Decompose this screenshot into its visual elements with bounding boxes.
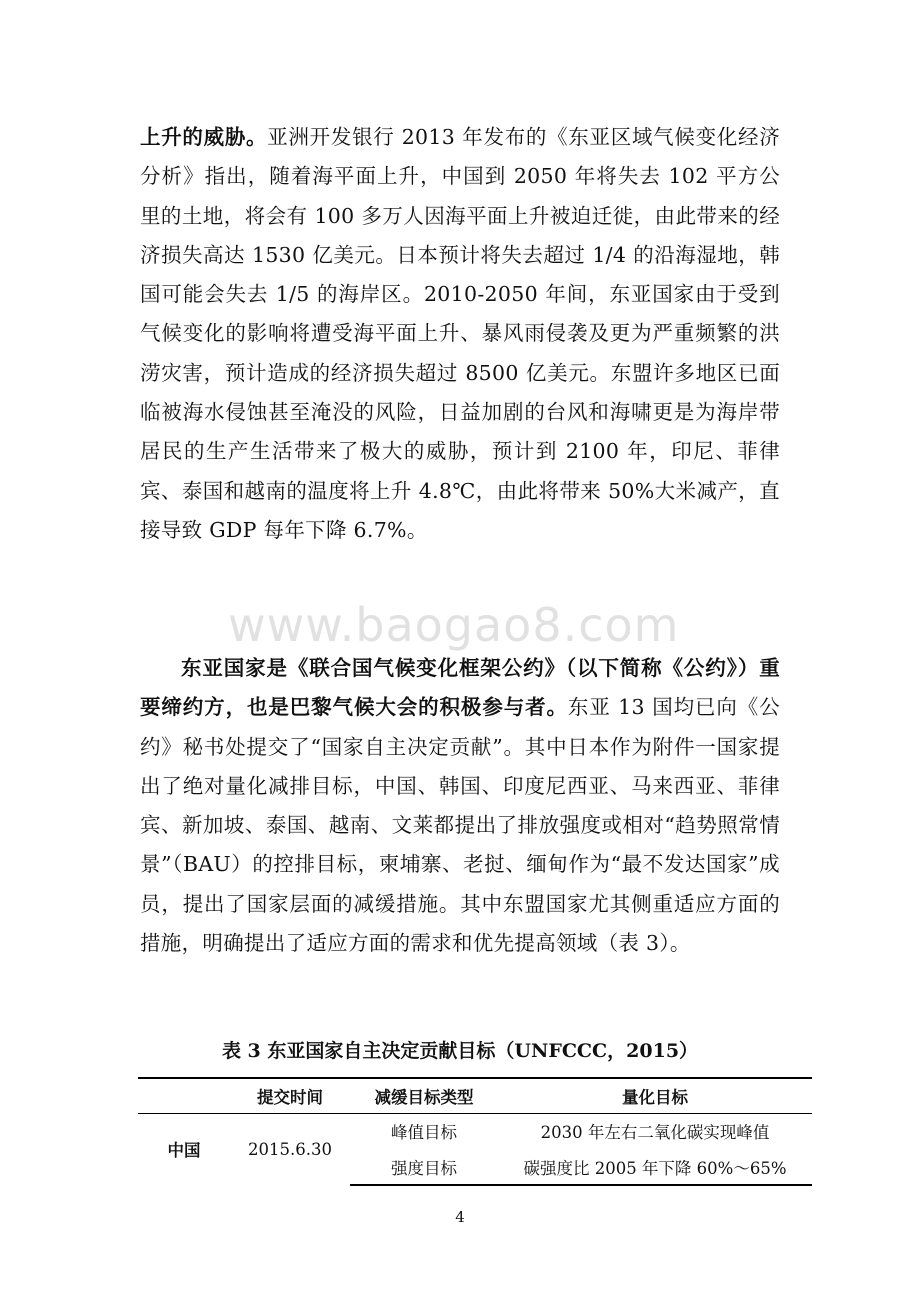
cell-target: 碳强度比 2005 年下降 60%～65%: [498, 1149, 812, 1185]
page-number: 4: [455, 1208, 465, 1226]
watermark: www.baogao8.com: [228, 598, 680, 652]
cell-country: 中国: [167, 1141, 201, 1161]
cell-target: 2030 年左右二氧化碳实现峰值: [540, 1123, 770, 1143]
table-caption: 表 3 东亚国家自主决定贡献目标（UNFCCC，2015）: [221, 1040, 699, 1062]
paragraph-unfccc-parties: [140, 649, 780, 963]
header-mitigation-type: 减缓目标类型: [350, 1078, 498, 1113]
header-country: [138, 1078, 230, 1113]
paragraph-body: 东亚 13 国均已向《公约》秘书处提交了“国家自主决定贡献”。其中日本作为附件一国家提出了绝对量化减排目标，中国、韩国、印度尼西亚、马来西亚、菲律宾、新加坡、泰国、越南、文莱都提出了排放强度或相对“趋势照常情景”（BAU）的控排目标，柬埔寨、老挝、缅甸作为“最不发达国家”成员，提出了国家层面的减缓措施。其中东盟国家尤其侧重适应方面的措施，明确提出了适应方面的需求和优先提高领域（表 3）。: [140, 695, 781, 956]
paragraph-lead-bold: 上升的威胁。: [140, 125, 268, 149]
ndc-goals-table: [138, 1077, 812, 1186]
table-header-row: [138, 1078, 812, 1113]
cell-date: 2015.6.30: [248, 1139, 332, 1159]
table-row: [138, 1113, 812, 1149]
cell-type: 峰值目标: [391, 1123, 457, 1143]
paragraph-sea-level-impact: [140, 118, 780, 550]
cell-type: 强度目标: [350, 1149, 498, 1185]
header-quantified-target: 量化目标: [498, 1078, 812, 1113]
header-submission-date: 提交时间: [230, 1078, 350, 1113]
paragraph-lead-bold: 东亚国家是《联合国气候变化框架公约》（以下简称《公约》）重要缔约方，也是巴黎气候大会的积极参与者。: [140, 656, 780, 720]
paragraph-body: 亚洲开发银行 2013 年发布的《东亚区域气候变化经济分析》指出，随着海平面上升，中国到 2050 年将失去 102 平方公里的土地，将会有 100 多万人因海平面上升被迫迁徙，由此带来的经济损失高达 1530 亿美元。日本预计将失去超过 1/4 的沿海湿地，韩国可能会失去 1/5 的海岸区。2010-2050 年间，东亚国家由于受到气候变化的影响将遭受海平面上升、暴风雨侵袭及更为严重频繁的洪涝灾害，预计造成的经济损失超过 8500 亿美元。东盟许多地区已面临被海水侵蚀甚至淹没的风险，日益加剧的台风和海啸更是为海岸带居民的生产生活带来了极大的威胁，预计到 2100 年，印尼、菲律宾、泰国和越南的温度将上升 4.8℃，由此将带来 50%大米减产，直接导致 GDP 每年下降 6.7%。: [140, 125, 780, 542]
